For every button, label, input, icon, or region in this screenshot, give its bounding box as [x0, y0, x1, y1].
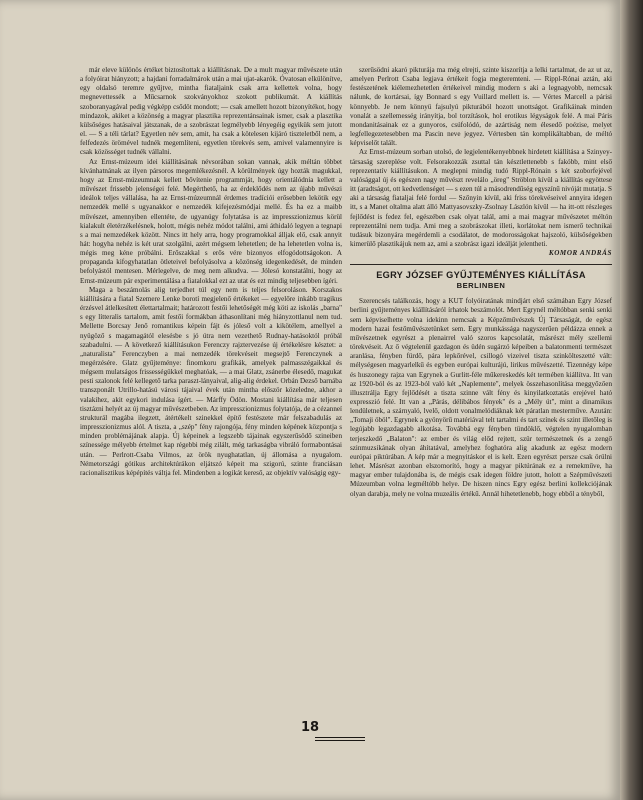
article-paragraph: Az Ernst-múzeum sorban utolsó, de legjelentékenyebbnek hirdetett kiállítása a Szinyey-társaság szereplése volt. Felsorakozzák zsuttal tán késztlettenebb s fakóbb, mint első reprezentatív kiállításukon. A meglepni mindig tudó Rippl-Rónain s két szoborfejével valósággal új és egészen nagy művészt revelálo „öreg" Ströblon kívül a kiállítás egyöttese itt (aradtságot, ott kedvetlenséget — s ezen túl a másodrendűség egyszínű nivóját mutatja. S aki a társaság fiataljai felé fordul — Szőnyin kívül, aki friss törekvéseivel annyira idegen itt, s a Manet oltalma alatt álló Mattyasovszky-Zsolnay Lászlón kívül — ha itt-ott részleges fejlődést is fedez fel, egészében csak olyat talál, ami a mai magyar művészetet méltón reprezentálni nem tudja. Ami meg a szobrászokat illeti, korlátokat nem ismerő technikai tudásuk bizonyára megérdemli a csodálatot, de modorosságokat hajszoló, külsőségekben kimerülő plasztikájuk nem az, ami a szobrász igazi ideálját jelentheti. — [350, 148, 612, 248]
page-number-rule-top — [315, 737, 365, 738]
article-paragraph: Maga a beszámolás alig terjedhet túl egy nem is teljes felsoroláson. Korszakos kiállítására a fiatal Szemere Lenke borotí megjelenő értékeket — egyelőre inkább tragikus érzésvel átlelkesített élettartalmait; határozott festői lehetőségét még köti az iskolás „barna" s egy lítteralis tartalom, amit festői formákban áthasonlítani még hiányzottlanul nem tud. Mellette Borcsay Jenő romantikus képein fájt és jóleső volt a kikötélem, amellyel a nyügöző s magamagától elesésbe s jó útra nem vezethető Rudnay-hatásoktól próbál szabadulni. — A következő kiállításukon Ferenczy rajztervezése új értékelésre késztet: a „naturalista" Ferenczyben a mai nemzedék törekvéseit megsejtő Ferenczynek a megérzésére. Glatz gyűjteménye: finomkoru grafikák, amelyek palmasszégaikkal és mégsem mulatságos frissességükkel meghatóak, — a mai Glatz, zsánerbe élesedő, magukat pesti szalonok felé kellegető tarka paraszt-lányaival, alig-alig érdekel. Orbán Dezső barnába transzponált Utrillo-hatású városi tájaival évek után mintha először közeledne, akhor a valakihez, akit egykori indulása ígért. — Márffy Ödön. Mostani kiállítása már teljesen tisztázni helyét az új magyar művészetbeben. Az impresszionizmus folytatója, de a cézanneí strukturál magába ilegzett, átértékelt szinekkel építő festészete már felszabadulás az impresszionizmus alól. A tiszta, a „szép" fény rajongója, fény minden képének központja s minden problémájának alapja. Új képeinek a legszebb tájainak egyszerűsödő szineiben színessége mélyebb értelmet kap régebbi még zilált, még tarkaságba vibráló formabontásai után. — Perlrott-Csaba Vilmos, az örök nyughatatlan, új állomása a nyugalom. Németországi gótikus architektúrákon eljátszó képeit ma szigorú, szinte franciásan racionalisztikus képépítés váltja fel. Mindenben a logikát kereső, az objektív valóságig egy- — [80, 285, 342, 477]
article-paragraph: már eleve különös értéket biztosítottak a kiállításnak. De a mult magyar művészete után a folyóirat hiányzott; a hajdani forradalmárok után a mai ujat-akarók. Óvatosan elkülönítve, egy oldalsó teremre gyűjtve, mintha fiataljaink csak arra kellettek volna, hogy megnevettessék a Műcsarnok szokványokhoz szokott publikumát. A kiállítás szoboranyagával pedig végképp csődöt mondott; — csak amellett hozott bizonyítékot, hogy mindazok, akiket a közönség a magyar plasztika reprezentánsainak ismer, csak a plasztika külsőséges hatásaival játszanak, de a szobrászat legmélyebb lényegéig egyikük sem jutott el. — S a téli tárlat? Egyetlen név sem, amit, ha csak a kötelesen kijáró tiszteletből nem, a felfedezés örömével tudnék megemlíteni, egyetlen törekvés sem, amivel valamennyire is csak közösséget tudnék vállalni. — [80, 66, 342, 157]
article-paragraph: Az Ernst-múzeum idei kiállításának névsorában sokan vannak, akik méltán többet kívánhatnának az ilyen pársoros megemlékezésnél. A körülmények úgy hozták magukkal, hogy az Ernst-múzeumnak kellett bővítenie programmját, hogy orientálódnia kellett a művészet frissebb jelenségei felé. Megérthető, ha az érdeklődés nem az újabb művészi ideálok teljes vállalása, ha az Ernst-múzeumnál érdemes tradíciói erősebben lekötik egy nemzedék mellé s ugyanakkor e nemzedék kifejezésmódjai mellé. És ha ez a maibb művészet, amennyiben ellentéte, de ugyanúgy folytatása is az impresszionizmus körül kialakult életérzékelésnek, holott, mégis nehéz módot találni, ami áthidaló legyen a tegnapi s a mai nemzedékek között. Nincs itt hely arra, hogy programokkal álljak elő, csak annyit hát: hogyha nehéz is két urat szolgálni, azért mégsem lehetetlen; de ha lehetetlen volna is, mégis meg kéne próbálni. Erőszakkal s erős vére bizonyos elfogódottságokon. A propaganda kifogyhatatlan ötleteivel befolyásolva a közönség idegenkedését, de minden befolyástól mentesen. Mérlegelve, de meg nem alkudva. — Jólesó konstatálni, hogy az Ernst-múzeum pár experimentálása a fiatalokkal ezt az utat és ezt mindig teljesebben ígéri. — [80, 157, 342, 285]
author-signature: KOMOR ANDRÁS — [548, 249, 612, 258]
left-column — [80, 66, 342, 478]
article-heading: EGRY JÓZSEF GYŰJTEMÉNYES KIÁLLÍTÁSA — [376, 270, 586, 281]
page-number: 18 — [300, 720, 320, 735]
right-column — [350, 66, 612, 499]
section-divider — [350, 264, 612, 265]
article-subheading: BERLINBEN — [456, 281, 506, 291]
page-number-rule-bottom — [315, 740, 365, 741]
book-binding-edge — [620, 0, 643, 800]
article-paragraph: szerűsödni akaró pikturája ma még elrejti, szinte kiszorítja a lelki tartalmat, de az ut az, amelyen Perlrott Csaba legjava értékeit fogja megteremteni. — Rippl-Rónai aztán, aki festészetének kiélemezhetetlen értékeivel mindig modern s aki a legnagyobb, nemcsak nálunk, de kortársai, így Bonnard s egy Vuillard mellett is. — Vértes Marcell a párisi könnyebb. Je nem könnyü fajsulyú pikturából hozott unottságot. Grafikáinak minden vonalát a szellemesség irányítja, bol torzítások, hol erotikus légyságok felé. A mai Páris mondanitásainak ez a gunyoros, csúfolódó, de azártiság nem élesedő poézise, melyet legfellegezetesebben ma Pascin neve jegyez. Vértesben tán komplikáltabban, de méltó képviselőt talált. — [350, 66, 612, 148]
article-paragraph: Szerencsés találkozás, hogy a KUT folyóiratának mindjárt első számában Egry József berlini gyűjteményes kiállításáról írhatok beszámolót. Mert Egrynél méltóbban senki senki sem képviselhette volna idekinn nemcsak a Képzőművészek Új Társaságát, de egész modern hazai festőművészetünket sem. Egry munkássága nagyszerűen példázza ennek a művészetnek egyrészt a plenairrel való szoros kapcsolatát, másrészt mély szellemi törekvéseit. Az ő végtelenül gazdagon és üdén sugárzó képeiben a balatonmenti természet aranlása, fényben fürdő, pára lepkőrével, csillogó vizeivel tiszta szinkölteszetté vált: mélységesen magyarlelkű és egyben európai kulturájú, lirikus művészetté. Tizennégy képe és huszonegy rajza van Egrynek a Gurlitt-féle műkereskedés két termében kiállítva. Itt van az 1920-ból és az 1923-ból való két „Naplemente", melyek összehasonlítása meggyőzően illusztrálja Egry fejlődését a tiszta szinne vált fény és kinyilatkoztatás erejével ható expresszió felé. Itt van a „Párás, délibábos fények" és a „Mély út", mint a dinamikus lendületnek, a szárnyaló, lvelő, oldott vonalmelódiáknak két páratlan mesterműve. Azután: „Tomaji öböl". Egrynek a gyönyörű matériával telt tartalmi és tart színek és szint illetőleg is legújabb legazdagabb alkotása. Továbbá egy fényben tündöklő, végtelen nyugalomban terjeszkedő „Balaton": az ember és világ előd rejtett, szür természetnek és a zengő szinmuzsikának olyan áhítatával, amelyhez foghatóra alig akadunk az egész modern európai piktúrában. A kép már a megnyitáskor el is kelt. Ezen egyrészt persze csak örülni lehet. Másrészt azonban elszomorító, hogy a magyar piktúrának ez a remekműve, ha magyar ember tulajdonába is, de mégis csak idegen földre jutott, holott a Szépművészeti Múzeumban volna legméltóbb helye. De hiszen nincs Egry egész berlini kollekciójának olyan darabja, mely ne volna muzeális értékű. Annál hihetetlenebb, hogy ebből a tényből, — [350, 297, 612, 498]
